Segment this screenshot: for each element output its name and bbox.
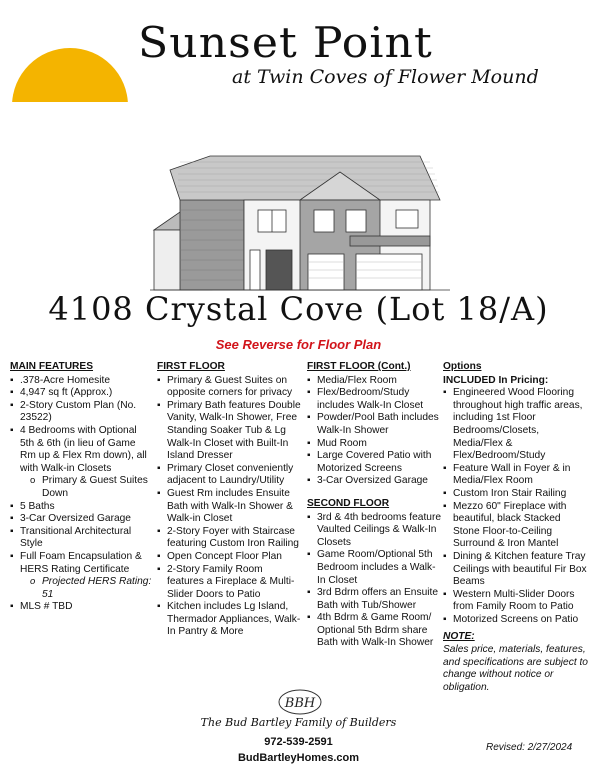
list-item: ▪ Feature Wall in Foyer & in Media/Flex Room [443,463,590,488]
see-reverse-note: See Reverse for Floor Plan [215,337,382,352]
list-item: ▪ 4th Bdrm & Game Room/ Optional 5th Bdrm share Bath with Walk-In Shower [307,612,443,650]
note-heading: NOTE: [443,631,475,643]
first-floor-heading: FIRST FLOOR [157,361,225,372]
list-item: ▪ 2-Story Family Room features a Fireplace & Multi-Slider Doors to Patio [157,564,302,602]
list-item: ▪ Large Covered Patio with Motorized Screens [307,450,443,475]
options-subheading: INCLUDED In Pricing: [443,374,549,386]
list-item: ▪ 5 Baths [10,501,152,514]
list-item: ▪ Primary & Guest Suites on opposite corners for privacy [157,375,302,400]
list-item: ▪ 2-Story Foyer with Staircase featuring Custom Iron Railing [157,526,302,551]
community-title: Sunset Point [138,18,433,67]
list-item: ▪ Motorized Screens on Patio [443,614,590,627]
first-floor-cont-heading: FIRST FLOOR (Cont.) [307,361,411,372]
list-item: ▪ Mezzo 60" Fireplace with beautiful, black Stacked Stone Floor-to-Ceiling Surround & Iron Mantel [443,501,590,551]
list-item: ▪ Media/Flex Room [307,375,443,388]
list-item: ▪ Kitchen includes Lg Island, Thermador Appliances, Walk-In Pantry & More [157,601,302,639]
main-features-column [10,361,152,614]
logo-text: BBH [284,696,316,711]
list-item-text: Full Foam Encapsulation & HERS Rating Certificate [20,550,142,575]
list-item: ▪ 2-Story Custom Plan (No. 23522) [10,400,152,425]
community-subtitle: at Twin Coves of Flower Mound [232,66,539,88]
second-floor-heading: SECOND FLOOR [307,497,390,509]
sun-logo [10,6,130,102]
list-item: ▪ 4,947 sq ft (Approx.) [10,387,152,400]
main-features-heading: MAIN FEATURES [10,361,94,372]
builder-logo-icon [277,688,323,716]
first-floor-cont-column [307,361,443,650]
house-elevation-illustration [150,150,450,292]
list-item: ▪ Open Concept Floor Plan [157,551,302,564]
phone-number[interactable]: 972-539-2591 [264,736,333,748]
list-item: ▪ Engineered Wood Flooring throughout high traffic areas, including 1st Floor Bedrooms/Closets, Media/Flex & Flex/Bedroom/Study [443,387,590,463]
revised-date: Revised: 2/27/2024 [486,742,573,753]
list-item [10,551,152,601]
list-item: ▪ Dining & Kitchen feature Tray Ceilings with beautiful Fir Box Beams [443,551,590,589]
list-item: ▪ Western Multi-Slider Doors from Family Room to Patio [443,589,590,614]
sub-list-item: o Projected HERS Rating: 51 [30,576,152,601]
list-item: ▪ Primary Closet conveniently adjacent to Laundry/Utility [157,463,302,488]
options-column [443,361,590,694]
list-item: ▪ Mud Room [307,438,443,451]
website-link[interactable]: BudBartleyHomes.com [237,752,360,764]
list-item: ▪ 3rd Bdrm offers an Ensuite Bath with Tub/Shower [307,587,443,612]
list-item [10,425,152,501]
list-item: ▪ Game Room/Optional 5th Bedroom includes a Walk-In Closet [307,549,443,587]
sub-list-item: o Primary & Guest Suites Down [30,475,152,500]
list-item: ▪ 3-Car Oversized Garage [10,513,152,526]
list-item: ▪ Transitional Architectural Style [10,526,152,551]
builder-name: The Bud Bartley Family of Builders [200,716,397,729]
list-item: ▪ Custom Iron Stair Railing [443,488,590,501]
list-item: ▪ 3rd & 4th bedrooms feature Vaulted Ceilings & Walk-In Closets [307,512,443,550]
list-item: ▪ MLS # TBD [10,601,152,614]
first-floor-column [157,361,302,639]
list-item-text: 4 Bedrooms with Optional 5th & 6th (in lieu of Game Rm up & Flex Rm down), all with Walk-in Closets [20,424,147,474]
list-item: ▪ Powder/Pool Bath includes Walk-In Shower [307,412,443,437]
list-item: ▪ Primary Bath features Double Vanity, Walk-In Shower, Free Standing Soaker Tub & Lg Walk-In Closet with Built-In Island Dresser [157,400,302,463]
list-item: ▪ 3-Car Oversized Garage [307,475,443,488]
list-item: ▪ .378-Acre Homesite [10,375,152,388]
note-text: Sales price, materials, features, and specifications are subject to change without notice or obligation. [443,644,588,693]
list-item: ▪ Flex/Bedroom/Study includes Walk-In Closet [307,387,443,412]
property-address: 4108 Crystal Cove (Lot 18/A) [48,290,549,328]
options-heading: Options [443,361,482,372]
list-item: ▪ Guest Rm includes Ensuite Bath with Walk-In Shower & Walk-in Closet [157,488,302,526]
